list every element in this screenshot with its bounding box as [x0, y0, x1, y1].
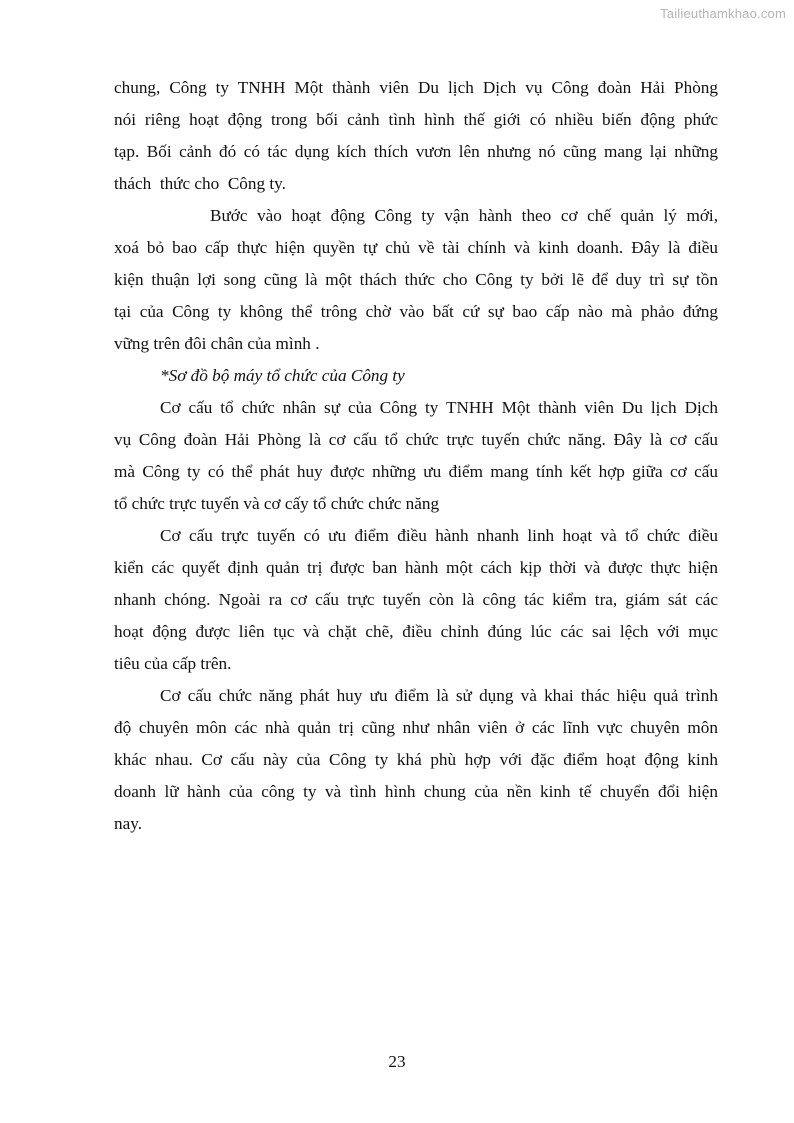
text-line: Bước vào hoạt động Công ty vận hành theo cơ chế quản lý mới, [210, 206, 718, 225]
text-line: chung, Công ty TNHH Một thành viên Du lịch Dịch vụ Công đoàn Hải Phòng [114, 78, 718, 97]
page-number: 23 [388, 1052, 406, 1071]
text-line: nói riêng hoạt động trong bối cảnh tình hình thế giới có nhiều biến động phức [114, 110, 718, 129]
text-line: khác nhau. Cơ cấu này của Công ty khá phù hợp với đặc điểm hoạt động kinh [114, 750, 718, 769]
text-line: độ chuyên môn các nhà quản trị cũng như nhân viên ở các lĩnh vực chuyên môn [114, 718, 718, 737]
text-line: vụ Công đoàn Hải Phòng là cơ cấu tổ chức trực tuyến chức năng. Đây là cơ cấu [114, 430, 718, 449]
text-line: tiêu của cấp trên. [114, 654, 232, 673]
text-line: tại của Công ty không thể trông chờ vào bất cứ sự bao cấp nào mà phảo đứng [114, 302, 718, 321]
text-line: xoá bỏ bao cấp thực hiện quyền tự chủ về tài chính và kinh doanh. Đây là điều [114, 238, 718, 257]
text-line: nay. [114, 814, 142, 833]
text-line: vững trên đôi chân của mình . [114, 334, 320, 353]
section-heading-text: *Sơ đồ bộ máy tổ chức của Công ty [160, 366, 405, 385]
text-line: tổ chức trực tuyến và cơ cấy tổ chức chức năng [114, 494, 440, 513]
watermark: Tailieuthamkhao.com [660, 6, 786, 21]
text-line: nhanh chóng. Ngoài ra cơ cấu trực tuyến còn là công tác kiểm tra, giám sát các [114, 590, 718, 609]
text-line: mà Công ty có thể phát huy được những ưu điểm mang tính kết hợp giữa cơ cấu [114, 462, 718, 481]
paragraph-1 [114, 72, 718, 200]
paragraph-4 [114, 520, 718, 680]
text-line: Cơ cấu tổ chức nhân sự của Công ty TNHH Một thành viên Du lịch Dịch [160, 398, 718, 417]
text-line: Cơ cấu trực tuyến có ưu điểm điều hành nhanh linh hoạt và tổ chức điều [160, 526, 718, 545]
paragraph-3 [114, 392, 718, 520]
paragraph-5 [114, 680, 718, 840]
document-body [114, 72, 718, 840]
text-line: kiện thuận lợi song cũng là một thách thức cho Công ty bởi lẽ để duy trì sự tồn [114, 270, 718, 289]
text-line: tạp. Bối cảnh đó có tác dụng kích thích vươn lên nhưng nó cũng mang lại những [114, 142, 718, 161]
text-line: kiển các quyết định quản trị được ban hành một cách kịp thời và được thực hiện [114, 558, 718, 577]
paragraph-2 [114, 200, 718, 360]
text-line: doanh lữ hành của công ty và tình hình chung của nền kinh tế chuyển đổi hiện [114, 782, 718, 801]
text-line: thách thức cho Công ty. [114, 174, 286, 193]
text-line: hoạt động được liên tục và chặt chẽ, điều chỉnh đúng lúc các sai lệch với mục [114, 622, 718, 641]
section-heading [114, 360, 718, 392]
text-line: Cơ cấu chức năng phát huy ưu điểm là sử dụng và khai thác hiệu quả trình [160, 686, 718, 705]
